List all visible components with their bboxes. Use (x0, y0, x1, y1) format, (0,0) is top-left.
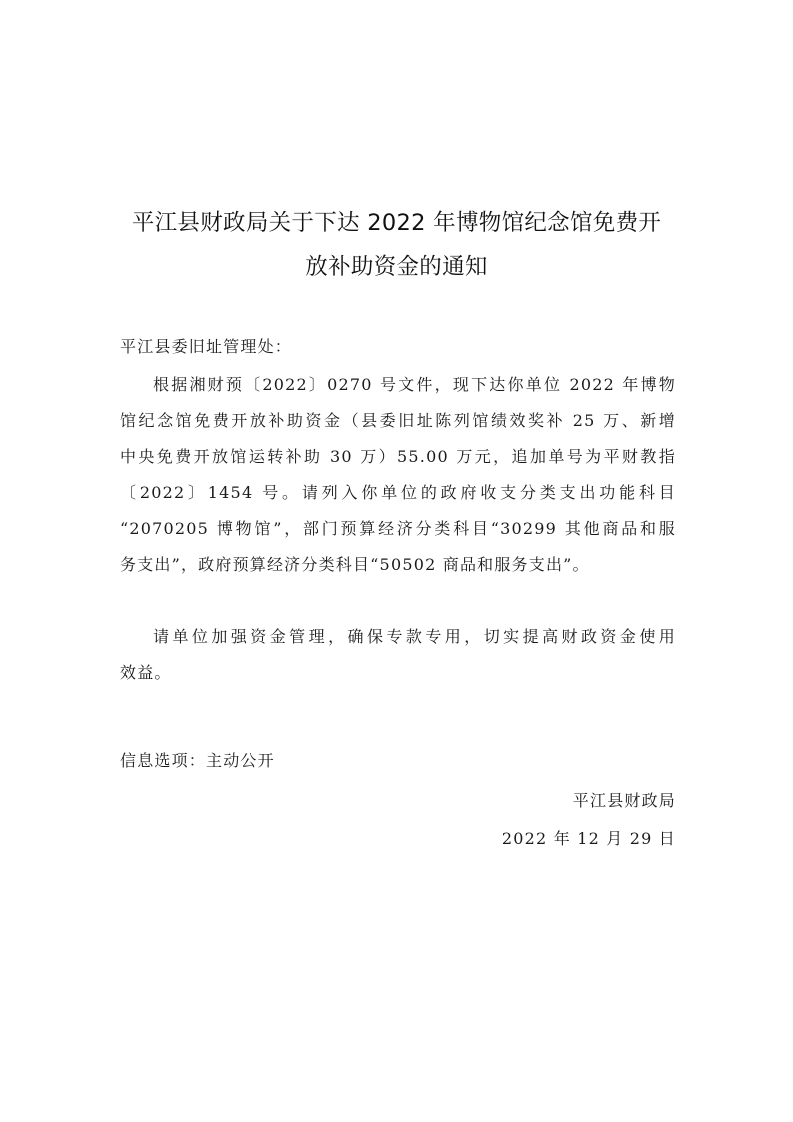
paragraph-line: 务支出”，政府预算经济分类科目“50502 商品和服务支出”。 (120, 555, 590, 574)
title-line: 放补助资金的通知 (305, 254, 488, 280)
paragraph-funding (120, 367, 676, 583)
paragraph-line: 效益。 (120, 663, 172, 682)
salutation (120, 329, 676, 365)
title-line: 平江县财政局关于下达 2022 年博物馆纪念馆免费开 (131, 210, 662, 236)
info-option-text: 信息选项：主动公开 (120, 751, 275, 770)
info-option (120, 743, 676, 779)
paragraph-line: 中央免费开放馆运转补助 30 万）55.00 万元，追加单号为平财教指 (120, 447, 676, 466)
paragraph-management (120, 619, 676, 691)
paragraph-line: 馆纪念馆免费开放补助资金（县委旧址陈列馆绩效奖补 25 万、新增 (120, 411, 676, 430)
document-title (100, 201, 693, 289)
paragraph-line: 请单位加强资金管理，确保专款专用，切实提高财政资金使用 (153, 627, 676, 646)
signature-date: 2022 年 12 月 29 日 (501, 829, 676, 848)
salutation-text: 平江县委旧址管理处： (120, 337, 293, 356)
signature-organization: 平江县财政局 (572, 791, 676, 810)
paragraph-line: 〔2022〕1454 号。请列入你单位的政府收支分类支出功能科目 (120, 483, 676, 502)
paragraph-line: 根据湘财预〔2022〕0270 号文件，现下达你单位 2022 年博物 (153, 375, 676, 394)
paragraph-line: “2070205 博物馆”，部门预算经济分类科目“30299 其他商品和服 (120, 519, 676, 538)
